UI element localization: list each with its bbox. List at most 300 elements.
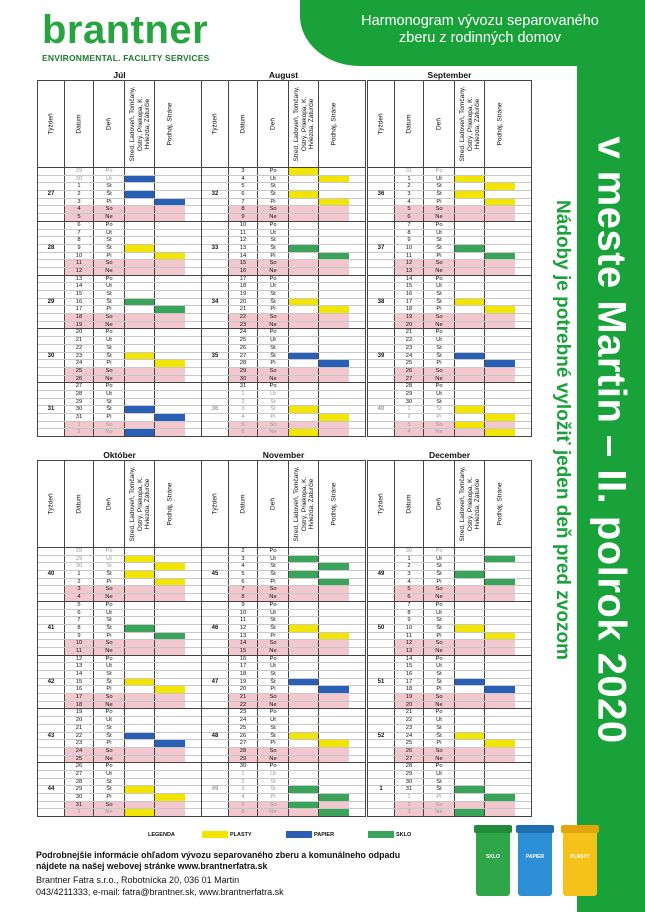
area-b-cell (485, 291, 515, 298)
area-a-cell (455, 383, 485, 390)
area-a-cell (125, 253, 155, 260)
table-row (368, 779, 531, 787)
table-row (38, 648, 201, 656)
day-cell: So (94, 314, 125, 321)
date-cell: 20 (65, 329, 94, 336)
area-b-cell (485, 648, 515, 655)
area-a-cell (455, 633, 485, 640)
date-cell: 15 (229, 648, 258, 655)
day-cell: Ne (94, 702, 125, 709)
week-number (38, 656, 65, 663)
date-cell: 3 (229, 556, 258, 563)
table-row (368, 360, 531, 368)
table-row (368, 725, 531, 733)
day-cell: Ut (258, 230, 289, 237)
table-row (202, 779, 365, 787)
area-a-cell (289, 763, 319, 770)
area-a-cell (125, 329, 155, 336)
area-a-cell (125, 406, 155, 413)
area-a-cell (289, 610, 319, 617)
week-header: Týždeň (368, 461, 395, 547)
area-b-cell (485, 794, 515, 801)
area-a-cell (125, 679, 155, 686)
date-cell: 23 (65, 353, 94, 360)
date-cell: 1 (395, 556, 424, 563)
table-row (202, 771, 365, 779)
area-a-cell (125, 414, 155, 421)
week-number (368, 694, 395, 701)
date-cell: 30 (395, 548, 424, 555)
area-a-cell (455, 663, 485, 670)
table-row (38, 625, 201, 633)
table-row (202, 702, 365, 710)
area-b-cell (319, 725, 349, 732)
date-cell: 6 (65, 222, 94, 229)
area-a-cell (125, 617, 155, 624)
area-a-cell (125, 337, 155, 344)
date-cell: 1 (65, 183, 94, 190)
area-b-cell (319, 733, 349, 740)
area-a-cell (455, 230, 485, 237)
area-b-cell (485, 422, 515, 429)
date-cell: 5 (229, 183, 258, 190)
date-cell: 8 (229, 206, 258, 213)
area-a-header: Stred, Ľadoveň, Tomčany, Ostrý, Priekopa, K. Hviezda, Záturčie (289, 461, 319, 547)
table-row (368, 260, 531, 268)
date-cell: 25 (395, 360, 424, 367)
area-a-cell (455, 414, 485, 421)
week-number (202, 671, 229, 678)
day-cell: Ut (94, 771, 125, 778)
area-a-cell (125, 686, 155, 693)
area-a-cell (455, 709, 485, 716)
day-cell: Št (258, 571, 289, 578)
area-a-cell (125, 802, 155, 809)
day-cell: Ut (258, 391, 289, 398)
area-a-cell (125, 648, 155, 655)
area-b-cell (155, 625, 185, 632)
area-b-cell (319, 283, 349, 290)
area-a-cell (455, 291, 485, 298)
month-table (37, 450, 202, 817)
date-header: Dátum (395, 81, 424, 167)
date-cell: 5 (229, 802, 258, 809)
week-number (368, 663, 395, 670)
date-cell: 2 (395, 414, 424, 421)
table-row (38, 579, 201, 587)
week-number (38, 594, 65, 601)
week-number (38, 253, 65, 260)
area-b-cell (319, 640, 349, 647)
table-row (368, 709, 531, 717)
month-table (37, 70, 202, 437)
area-b-cell (319, 625, 349, 632)
day-cell: Št (94, 191, 125, 198)
plastic-bin-label: PLASTY (570, 854, 590, 860)
area-b-cell (485, 740, 515, 747)
area-a-cell (455, 763, 485, 770)
area-a-cell (125, 725, 155, 732)
date-cell: 22 (395, 337, 424, 344)
week-number (202, 322, 229, 329)
area-b-cell (155, 571, 185, 578)
week-number (202, 702, 229, 709)
area-a-cell (125, 391, 155, 398)
day-cell: Ut (258, 283, 289, 290)
table-row (368, 176, 531, 184)
table-row (368, 579, 531, 587)
table-row (38, 360, 201, 368)
area-b-cell (319, 610, 349, 617)
date-cell: 15 (395, 283, 424, 290)
week-number: 46 (202, 625, 229, 632)
date-cell: 1 (395, 406, 424, 413)
area-a-cell (289, 299, 319, 306)
date-cell: 10 (65, 253, 94, 260)
week-number (368, 183, 395, 190)
date-cell: 2 (395, 563, 424, 570)
area-a-cell (125, 656, 155, 663)
date-cell: 12 (229, 625, 258, 632)
week-number (368, 748, 395, 755)
brand-tagline: ENVIRONMENTAL. FACILITY SERVICES (42, 53, 210, 63)
table-row (368, 222, 531, 230)
area-a-cell (289, 633, 319, 640)
week-number (38, 206, 65, 213)
area-b-cell (155, 376, 185, 383)
area-b-cell (319, 322, 349, 329)
day-header: Deň (94, 81, 125, 167)
area-b-cell (155, 253, 185, 260)
area-a-cell (455, 656, 485, 663)
date-cell: 24 (229, 717, 258, 724)
area-a-cell (289, 168, 319, 175)
day-cell: Pi (258, 740, 289, 747)
table-row (368, 322, 531, 330)
table-row (202, 353, 365, 361)
date-cell: 1 (229, 391, 258, 398)
area-a-cell (125, 740, 155, 747)
table-row (202, 422, 365, 430)
area-b-cell (485, 771, 515, 778)
area-a-cell (125, 291, 155, 298)
week-header: Týždeň (202, 461, 229, 547)
date-cell: 4 (229, 176, 258, 183)
date-cell: 7 (65, 230, 94, 237)
area-b-cell (485, 237, 515, 244)
day-cell: So (424, 640, 455, 647)
date-cell: 1 (65, 422, 94, 429)
table-row (38, 168, 201, 176)
week-number (368, 586, 395, 593)
week-number (202, 740, 229, 747)
area-b-cell (155, 633, 185, 640)
area-b-cell (319, 414, 349, 421)
date-cell: 5 (229, 571, 258, 578)
day-cell: Ne (258, 756, 289, 763)
legend-sklo-swatch (368, 831, 394, 838)
area-a-cell (455, 322, 485, 329)
date-cell: 3 (395, 571, 424, 578)
banner-title-line1: Harmonogram vývozu separovaného (361, 13, 599, 29)
day-cell: Po (258, 548, 289, 555)
week-number (202, 260, 229, 267)
table-row (368, 183, 531, 191)
area-a-cell (289, 802, 319, 809)
area-a-cell (289, 191, 319, 198)
day-cell: Pi (258, 360, 289, 367)
day-cell: Pi (424, 253, 455, 260)
week-number (202, 391, 229, 398)
legend-papier-swatch (286, 831, 312, 838)
date-cell: 19 (65, 709, 94, 716)
date-cell: 17 (229, 663, 258, 670)
date-cell: 2 (229, 779, 258, 786)
area-a-cell (125, 733, 155, 740)
date-cell: 25 (229, 725, 258, 732)
table-row (38, 756, 201, 764)
date-cell: 11 (229, 617, 258, 624)
day-cell: Pi (94, 579, 125, 586)
area-a-cell (289, 617, 319, 624)
table-row (368, 717, 531, 725)
table-row (368, 291, 531, 299)
day-cell: Ut (424, 556, 455, 563)
week-number (38, 563, 65, 570)
area-a-cell (125, 694, 155, 701)
area-a-cell (289, 586, 319, 593)
area-a-cell (289, 556, 319, 563)
area-b-cell (155, 406, 185, 413)
area-b-cell (319, 230, 349, 237)
date-cell: 29 (65, 786, 94, 793)
date-cell: 8 (395, 230, 424, 237)
day-cell: Ut (94, 663, 125, 670)
date-cell: 2 (395, 802, 424, 809)
area-b-cell (485, 571, 515, 578)
area-a-cell (125, 168, 155, 175)
day-cell: So (94, 422, 125, 429)
area-b-cell (155, 199, 185, 206)
table-row (202, 283, 365, 291)
table-row (202, 376, 365, 384)
day-cell: Ne (94, 429, 125, 436)
area-a-cell (125, 230, 155, 237)
table-row (368, 602, 531, 610)
area-b-cell (155, 656, 185, 663)
area-b-cell (485, 709, 515, 716)
table-header (37, 80, 202, 168)
area-a-cell (125, 771, 155, 778)
week-number (368, 809, 395, 816)
area-b-cell (485, 579, 515, 586)
date-cell: 16 (65, 299, 94, 306)
area-b-cell (485, 702, 515, 709)
date-cell: 1 (65, 571, 94, 578)
table-row (38, 679, 201, 687)
area-b-cell (319, 314, 349, 321)
date-cell: 21 (65, 725, 94, 732)
week-number (202, 237, 229, 244)
table-row (38, 337, 201, 345)
area-b-cell (155, 191, 185, 198)
day-cell: So (94, 368, 125, 375)
week-number (38, 686, 65, 693)
date-cell: 11 (229, 230, 258, 237)
week-number (38, 214, 65, 221)
week-number (368, 222, 395, 229)
week-number: 52 (368, 733, 395, 740)
week-number: 36 (368, 191, 395, 198)
area-b-cell (319, 383, 349, 390)
day-cell: So (424, 314, 455, 321)
table-row (368, 571, 531, 579)
area-b-cell (319, 779, 349, 786)
area-b-cell (155, 360, 185, 367)
date-cell: 8 (229, 594, 258, 601)
week-number (368, 648, 395, 655)
day-cell: Ut (424, 717, 455, 724)
week-number (202, 253, 229, 260)
area-b-cell (319, 206, 349, 213)
table-row (38, 368, 201, 376)
week-number (38, 230, 65, 237)
date-cell: 8 (395, 610, 424, 617)
date-cell: 27 (395, 376, 424, 383)
table-row (202, 809, 365, 817)
day-cell: St (424, 237, 455, 244)
week-number (38, 360, 65, 367)
area-a-cell (455, 337, 485, 344)
table-row (368, 299, 531, 307)
table-row (202, 563, 365, 571)
area-b-cell (485, 602, 515, 609)
area-a-cell (455, 399, 485, 406)
date-cell: 1 (65, 809, 94, 816)
month-name: September (427, 70, 472, 80)
day-cell: Ut (424, 663, 455, 670)
day-cell: Po (424, 763, 455, 770)
day-cell: St (94, 779, 125, 786)
area-a-cell (455, 702, 485, 709)
table-row (368, 594, 531, 602)
area-a-cell (289, 422, 319, 429)
week-number (368, 414, 395, 421)
area-a-cell (289, 694, 319, 701)
table-row (38, 399, 201, 407)
week-number (368, 345, 395, 352)
week-number (38, 740, 65, 747)
table-row (368, 733, 531, 741)
area-a-cell (289, 322, 319, 329)
date-cell: 7 (395, 602, 424, 609)
date-cell: 10 (229, 610, 258, 617)
date-cell: 2 (65, 429, 94, 436)
day-cell: Št (94, 571, 125, 578)
date-cell: 21 (229, 694, 258, 701)
area-a-cell (455, 345, 485, 352)
area-a-cell (455, 245, 485, 252)
area-b-cell (485, 276, 515, 283)
area-a-cell (455, 253, 485, 260)
area-b-cell (485, 206, 515, 213)
area-a-cell (289, 329, 319, 336)
week-number (38, 756, 65, 763)
week-number (368, 725, 395, 732)
area-a-cell (289, 794, 319, 801)
area-a-cell (455, 306, 485, 313)
date-cell: 12 (65, 268, 94, 275)
date-cell: 12 (395, 260, 424, 267)
area-a-cell (455, 625, 485, 632)
area-b-cell (485, 656, 515, 663)
day-cell: Ut (94, 610, 125, 617)
week-number (202, 633, 229, 640)
date-cell: 21 (229, 306, 258, 313)
table-row (368, 245, 531, 253)
week-number: 45 (202, 571, 229, 578)
table-row (368, 671, 531, 679)
table-row (202, 794, 365, 802)
month-name: August (268, 70, 299, 80)
day-cell: St (424, 345, 455, 352)
area-a-cell (289, 686, 319, 693)
area-a-cell (125, 786, 155, 793)
area-a-cell (125, 199, 155, 206)
table-row (38, 299, 201, 307)
table-row (368, 563, 531, 571)
week-number (202, 579, 229, 586)
week-number (202, 809, 229, 816)
table-row (202, 656, 365, 664)
area-b-cell (319, 748, 349, 755)
area-b-cell (155, 353, 185, 360)
week-number (38, 702, 65, 709)
table-row (38, 422, 201, 430)
week-number (368, 283, 395, 290)
day-cell: So (258, 586, 289, 593)
area-a-cell (455, 368, 485, 375)
day-cell: St (94, 671, 125, 678)
week-number (38, 306, 65, 313)
day-cell: Ut (258, 610, 289, 617)
area-a-cell (289, 383, 319, 390)
area-a-cell (455, 360, 485, 367)
area-b-cell (319, 168, 349, 175)
area-a-cell (125, 422, 155, 429)
area-b-cell (155, 648, 185, 655)
area-b-cell (319, 802, 349, 809)
paper-bin-icon (518, 830, 552, 896)
week-number (38, 794, 65, 801)
day-cell: Ne (424, 429, 455, 436)
day-cell: Št (258, 733, 289, 740)
address-line-2: 043/4211333, e-mail: fatra@brantner.sk, www.brantnerfatra.sk (36, 887, 284, 897)
date-cell: 24 (395, 733, 424, 740)
table-row (202, 786, 365, 794)
week-number: 44 (38, 786, 65, 793)
date-cell: 20 (229, 299, 258, 306)
week-number (368, 802, 395, 809)
table-row (368, 625, 531, 633)
area-b-cell (155, 329, 185, 336)
area-b-cell (319, 191, 349, 198)
week-number: 29 (38, 299, 65, 306)
date-cell: 21 (395, 709, 424, 716)
table-row (38, 571, 201, 579)
day-cell: So (258, 206, 289, 213)
area-a-cell (125, 579, 155, 586)
